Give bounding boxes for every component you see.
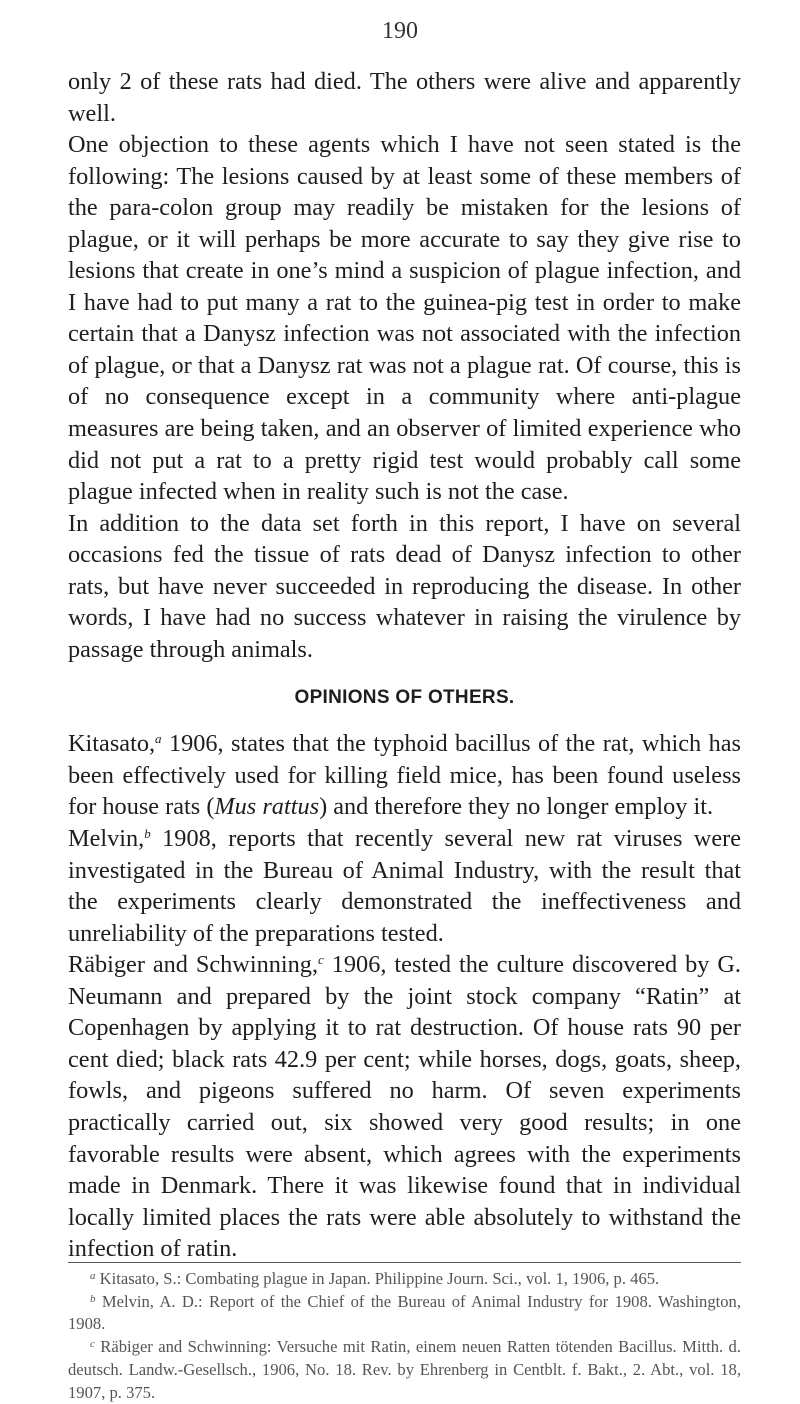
footnote-marker-c: c	[90, 1338, 95, 1351]
footnote-rule	[68, 1262, 741, 1263]
paragraph-melvin	[68, 823, 741, 949]
footnote-c	[68, 1336, 741, 1404]
footnote-a	[68, 1268, 741, 1291]
body-text	[68, 66, 741, 1265]
footnote-ref-a: a	[155, 731, 162, 747]
footnote-c-text: Räbiger and Schwinning: Versuche mit Ratin, einem neuen Ratten tötenden Bacillus. Mitth. d. deutsch. Landw.-Gesellsch., 1906, No. 18. Rev. by Ehrenberg in Centblt. f. Bakt., 2. Abt., vol. 18, 1907, p. 375.	[68, 1337, 741, 1402]
paragraph-kitasato	[68, 728, 741, 823]
paragraph-rabiger	[68, 949, 741, 1264]
author-rabiger: Räbiger and Schwinning,	[68, 951, 319, 979]
section-heading: OPINIONS OF OTHERS.	[294, 687, 515, 709]
paragraph-3: In addition to the data set forth in this report, I have on several occasions fed the tissue of rats dead of Danysz infection to other rats, but have never succeeded in reproducing the disease. In other words, I have had no success whatever in raising the virulence by passage through animals.	[68, 509, 741, 663]
kitasato-text-after: ) and therefore they no longer employ it.	[319, 793, 714, 821]
paragraph-1: only 2 of these rats had died. The others were alive and apparently well.	[68, 68, 741, 127]
footnote-ref-c: c	[318, 952, 324, 968]
species-name: Mus rattus	[214, 793, 320, 821]
footnote-b	[68, 1291, 741, 1336]
melvin-text: 1908, reports that recently several new rat viruses were investigated in the Bureau of Animal Industry, with the result that the experiments clearly demonstrated the ineffectiveness and unreliability of the preparations tested.	[68, 825, 741, 947]
author-melvin: Melvin,	[68, 825, 145, 853]
footnote-b-text: Melvin, A. D.: Report of the Chief of the Bureau of Animal Industry for 1908. Washington, 1908.	[68, 1291, 741, 1334]
rabiger-text: 1906, tested the culture discovered by G. Neumann and prepared by the joint stock company “Ratin” at Copenhagen by applying it to rat destruction. Of house rats 90 per cent died; black rats 42.9 per cent; while horses, dogs, goats, sheep, fowls, and pigeons suffered no harm. Of seven experiments practically carried out, six showed very good results; in one favorable results were absent, which agrees with the experiments made in Denmark. There it was likewise found that in individual locally limited places the rats were able absolutely to withstand the infection of ratin.	[68, 951, 741, 1263]
author-kitasato: Kitasato,	[68, 730, 156, 758]
footnote-a-text: Kitasato, S.: Combating plague in Japan. Philippine Journ. Sci., vol. 1, 1906, p. 465.	[95, 1269, 660, 1288]
kitasato-text-before: 1906, states that the typhoid bacillus of the rat, which has been effectively used for killing field mice, has been found useless for house rats (	[68, 730, 741, 821]
paragraph-2: One objection to these agents which I have not seen stated is the following: The lesions caused by at least some of these members of the para-colon group may readily be mistaken for the lesions of plague, or it will perhaps be more accurate to say they give rise to lesions that create in one’s mind a suspicion of plague infection, and I have had to put many a rat to the guinea-pig test in order to make certain that a Danysz infection was not associated with the infection of plague, or that a Danysz rat was not a plague rat. Of course, this is of no consequence except in a community where anti-plague measures are being taken, and an observer of limited experience who did not put a rat to a pretty rigid test would probably call some plague infected when in reality such is not the case.	[68, 131, 741, 506]
footnote-marker-a: a	[90, 1270, 96, 1282]
footnote-ref-b: b	[144, 826, 151, 842]
footnote-marker-b: b	[90, 1292, 96, 1305]
footnotes	[68, 1268, 741, 1404]
page-number: 190	[382, 18, 418, 44]
